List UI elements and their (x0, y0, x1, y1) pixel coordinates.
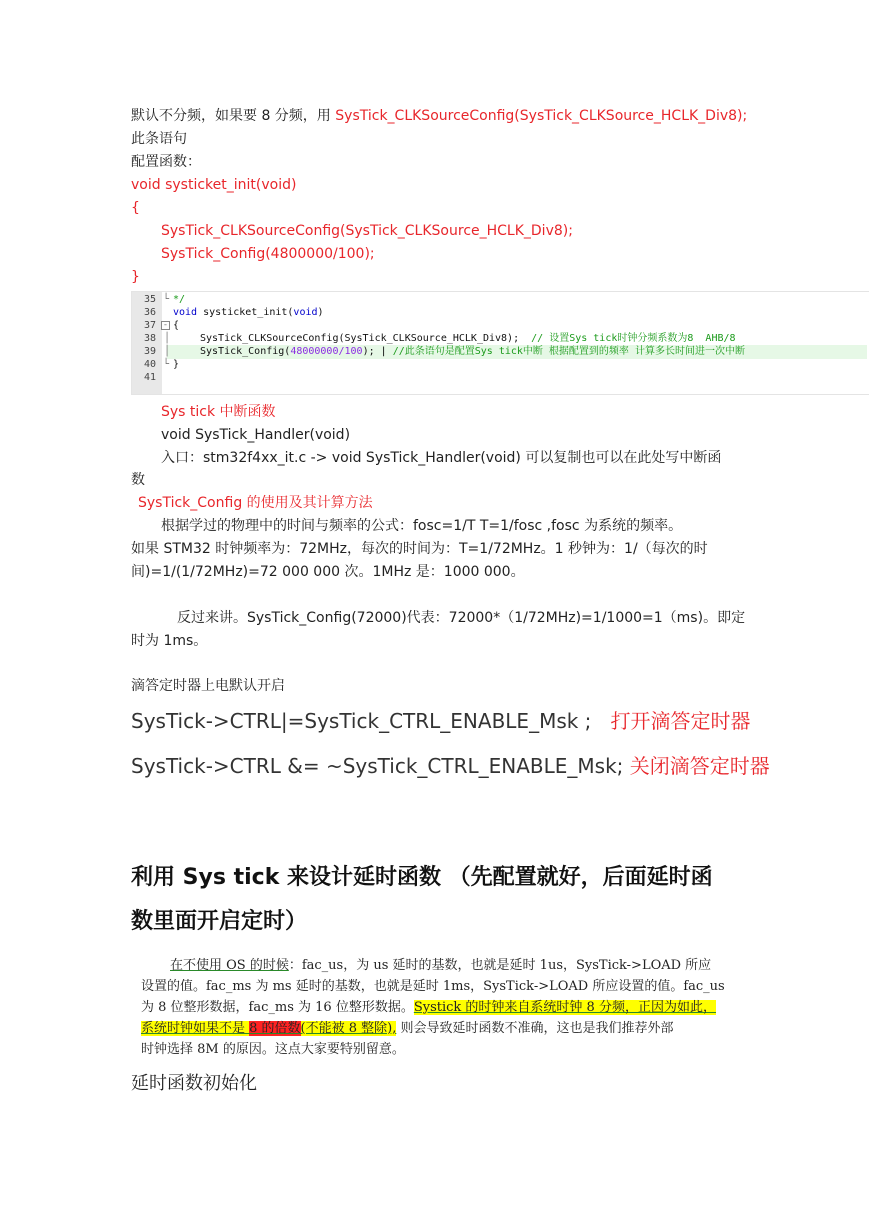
disable-line (131, 752, 770, 780)
line-number: 37 (143, 320, 156, 331)
line-number: 35 (143, 294, 156, 305)
quote-text: ：fac_us，为 us 延时的基数，也就是延时 1us，SysTick->LOAD 所应 (288, 958, 712, 973)
quote-line-2: 设置的值。fac_ms 为 ms 延时的基数，也就是延时 1ms，SysTick->LOAD 所应设置的值。fac_us (141, 979, 725, 994)
func-stmt-2: SysTick_Config(4800000/100); (161, 246, 375, 262)
code-line-35: */ (173, 294, 186, 305)
enable-line (131, 707, 751, 735)
quote-text: 则会导致延时函数不准确，这也是我们推荐外部 (396, 1021, 674, 1036)
intro-line-3: 配置函数： (131, 154, 201, 170)
line-number: 41 (143, 372, 156, 383)
quote-line-1 (170, 956, 711, 976)
code-text: SysTick_CLKSourceConfig(SysTick_CLKSource_HCLK_Div8); (200, 333, 520, 344)
quote-line-3 (141, 998, 716, 1018)
code-text: SysTick_Config( (200, 346, 291, 357)
section-heading-line-2: 数里面开启定时） (131, 909, 308, 934)
intro-line-1 (131, 106, 747, 126)
code-text: ); (362, 346, 375, 357)
calc-para2-line2: 时为 1ms。 (131, 633, 208, 649)
section-heading-line-1: 利用 Sys tick 来设计延时函数 （先配置就好，后面延时函 (131, 865, 713, 890)
quote-highlight: 系统时钟如果不是 (141, 1021, 250, 1036)
calc-para1-line3: 间)=1/(1/72MHz)=72 000 000 次。1MHz 是：1000 000。 (131, 564, 525, 580)
fold-line-icon: │ (164, 333, 171, 344)
quote-red-highlight: 8 的倍数 (249, 1021, 301, 1036)
text-cursor: | (380, 346, 387, 357)
fold-collapse-icon[interactable]: - (162, 320, 169, 330)
fold-end-icon: └ (163, 294, 170, 305)
line-number: 40 (143, 359, 156, 370)
enable-note: 打开滴答定时器 (610, 709, 751, 733)
intro-code: SysTick_CLKSourceConfig(SysTick_CLKSource_HCLK_Div8); (335, 108, 748, 124)
quote-underlined: 在不使用 OS 的时候 (170, 958, 289, 973)
code-line-38 (200, 332, 736, 345)
quote-text: 为 8 位整形数据，fac_ms 为 16 位整形数据。 (141, 1000, 414, 1015)
handler-entry-line-1: 入口：stm32f4xx_it.c -> void SysTick_Handler(void) 可以复制也可以在此处写中断函 (161, 450, 722, 466)
quote-line-4 (141, 1019, 674, 1039)
power-on-note: 滴答定时器上电默认开启 (131, 678, 285, 694)
func-stmt-1: SysTick_CLKSourceConfig(SysTick_CLKSource_HCLK_Div8); (161, 223, 573, 239)
code-number: 48000000/100 (290, 346, 363, 357)
handler-signature: void SysTick_Handler(void) (161, 427, 351, 443)
fold-line-icon: │ (164, 346, 171, 357)
code-screenshot (131, 291, 869, 395)
quote-highlight: (不能被 8 整除), (300, 1021, 397, 1036)
code-text: ) (317, 307, 324, 318)
intro-line-2: 此条语句 (131, 131, 187, 147)
func-signature: void systicket_init(void) (131, 177, 297, 193)
quote-highlight: Systick 的时钟来自系统时钟 8 分频，正因为如此， (413, 1000, 716, 1015)
code-line-37: { (173, 320, 180, 331)
enable-code: SysTick->CTRL|=SysTick_CTRL_ENABLE_Msk ; (131, 709, 592, 733)
delay-init-heading: 延时函数初始化 (131, 1073, 257, 1094)
quote-line-5: 时钟选择 8M 的原因。这点大家要特别留意。 (141, 1042, 405, 1057)
func-open-brace: { (131, 200, 140, 216)
code-line-39 (200, 345, 745, 358)
intro-text: 默认不分频，如果要 8 分频，用 (131, 108, 336, 124)
code-comment: //此条语句是配置Sys tick中断 根据配置到的频率 计算多长时间进一次中断 (392, 346, 745, 357)
disable-note: 关闭滴答定时器 (629, 754, 770, 778)
code-text: systicket_init( (197, 307, 294, 318)
disable-code: SysTick->CTRL &= ~SysTick_CTRL_ENABLE_Msk; (131, 754, 624, 778)
calc-para1-line1: 根据学过的物理中的时间与频率的公式：fosc=1/T T=1/fosc ,fosc 为系统的频率。 (161, 518, 683, 534)
line-number: 38 (143, 333, 156, 344)
func-close-brace: } (131, 269, 140, 285)
calc-para2-line1: 反过来讲。SysTick_Config(72000)代表：72000*（1/72MHz)=1/1000=1（ms)。即定 (177, 610, 746, 626)
config-calc-title: SysTick_Config 的使用及其计算方法 (138, 495, 373, 511)
keyword: void (173, 307, 198, 318)
code-line-36 (173, 306, 324, 319)
calc-para1-line2: 如果 STM32 时钟频率为：72MHz，每次的时间为：T=1/72MHz。1 秒钟为：1/（每次的时 (131, 541, 708, 557)
code-comment: // 设置Sys tick时钟分频系数为8 AHB/8 (531, 333, 736, 344)
keyword: void (293, 307, 318, 318)
line-number: 36 (143, 307, 156, 318)
fold-end-icon: └ (163, 359, 170, 370)
handler-entry-line-2: 数 (131, 472, 145, 488)
handler-title: Sys tick 中断函数 (161, 404, 276, 420)
line-number: 39 (143, 346, 156, 357)
code-line-40: } (173, 359, 180, 370)
